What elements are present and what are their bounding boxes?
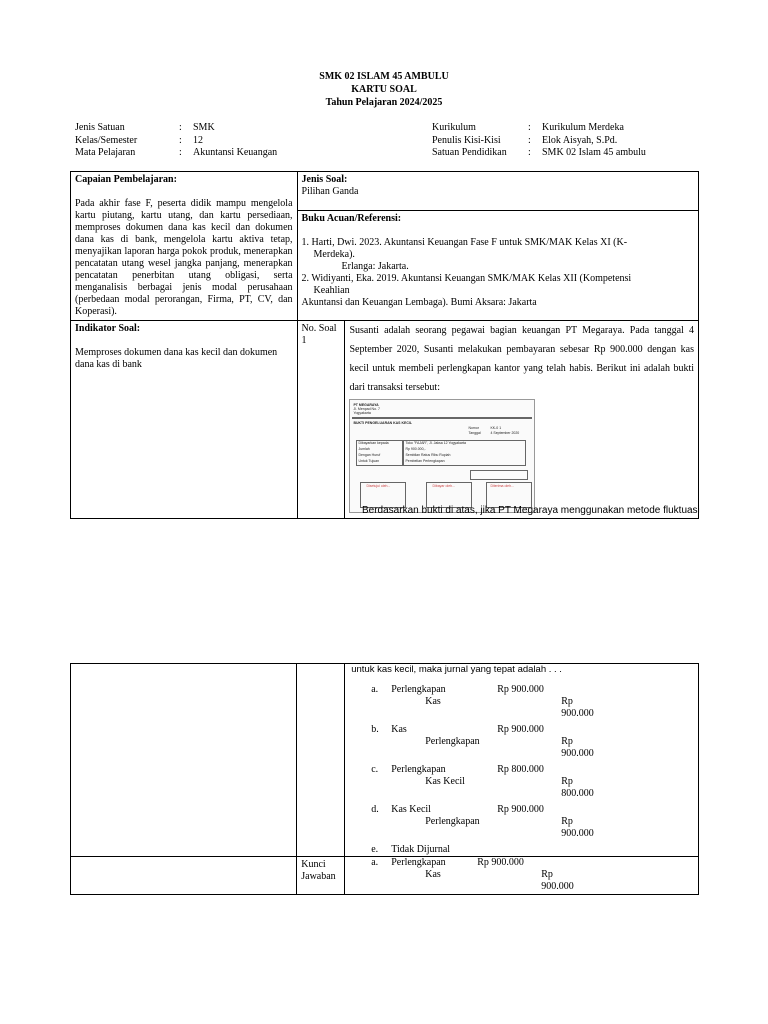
question-card-table (70, 171, 699, 519)
header-sep: : (528, 122, 531, 133)
no-soal-label: No. Soal (301, 323, 337, 334)
kunci-label-2: Jawaban (301, 871, 336, 882)
option-letter: b. (371, 724, 379, 735)
option-debit-amount: Rp 900.000 (497, 684, 544, 695)
ref-2-line-a: 2. Widiyanti, Eka. 2019. Akuntansi Keuangan SMK/MAK Kelas XII (Kompetensi (301, 273, 632, 285)
ref-1-line-a: 1. Harti, Dwi. 2023. Akuntansi Keuangan Fase F untuk SMK/MAK Kelas XI (K- (301, 237, 628, 249)
option-debit-amount: Rp 800.000 (497, 764, 544, 775)
header-value: Kurikulum Merdeka (542, 122, 624, 133)
receipt-row-value: Sembilan Ratus Ribu Rupiah (405, 453, 451, 457)
kunci-credit-amount: Rp (541, 869, 553, 880)
kunci-credit: Kas (425, 869, 441, 880)
receipt-company: PT MEGARAYA (353, 403, 379, 407)
header-label: Satuan Pendidikan (432, 147, 507, 158)
capaian-text: Pada akhir fase F, peserta didik mampu mengelola kartu piutang, kartu utang, dan kartu persediaan, memproses dokumen dana kas kecil dan dokumen dana kas di bank, mengelola kartu aktiva tetap, menyajikan laporan harga pokok produk, menerapkan pencatatan utang wesel jangka panjang, menerapkan pencatatan penerbitan utang obligasi, serta menganalisis berbagai jenis modal perusahaan (perbedaan modal perorangan, Firma, PT, CV, dan Koperasi). (75, 198, 293, 317)
receipt-address: Jl. Menpad No. 7 (353, 407, 380, 411)
receipt-row-label: Dibayarkan kepada (358, 441, 389, 445)
option-b (371, 724, 694, 760)
receipt-nomor-label: Nomor (468, 426, 479, 430)
receipt-sign-3: Diterima oleh... (490, 484, 514, 488)
header-row-satuan (432, 147, 646, 160)
kunci-answer (371, 857, 694, 893)
receipt-amount-box (470, 470, 528, 480)
indikator-text: Memproses dokumen dana kas kecil dan dokumen dana kas di bank (75, 347, 278, 370)
option-debit-amount: Rp 900.000 (497, 724, 544, 735)
receipt-table-divider (402, 440, 404, 466)
kunci-label-1: Kunci (301, 859, 326, 870)
option-credit-amount-value: 900.000 (561, 748, 594, 759)
receipt-divider (352, 417, 532, 419)
header-sep: : (179, 147, 182, 158)
jenis-soal-cell (297, 172, 698, 211)
capaian-heading: Capaian Pembelajaran: (75, 174, 177, 185)
receipt-row-value: Toko "FAJAR", Jl. Jaksa 12 Yogyakarta (405, 441, 466, 445)
options-list (349, 684, 694, 856)
option-letter: e. (371, 844, 379, 855)
header-row-penulis (432, 135, 646, 148)
empty-left-cell (71, 664, 297, 857)
option-credit-amount-value: 900.000 (561, 828, 594, 839)
no-soal-value: 1 (301, 335, 307, 346)
header-row-jenis-satuan (75, 122, 277, 135)
option-debit: Tidak Dijurnal (391, 844, 451, 855)
option-a (371, 684, 694, 720)
header-row-kurikulum (432, 122, 646, 135)
buku-heading: Buku Acuan/Referensi: (301, 213, 402, 225)
option-credit-amount: Rp (561, 816, 573, 827)
receipt-tanggal-value: 4 September 2020 (490, 431, 520, 435)
header-left (75, 122, 277, 160)
header-row-kelas (75, 135, 277, 148)
doc-title-card: KARTU SOAL (351, 84, 417, 95)
question-card-table-page-2 (70, 663, 699, 895)
option-credit-amount: Rp (561, 776, 573, 787)
question-cell (345, 321, 699, 519)
option-debit: Perlengkapan (391, 684, 446, 695)
capaian-cell (71, 172, 298, 321)
option-letter: d. (371, 804, 379, 815)
header-sep: : (528, 147, 531, 158)
ref-2-line-b: Keahlian (313, 285, 350, 297)
header-value: 12 (193, 134, 203, 146)
kunci-debit-amount: Rp 900.000 (477, 857, 524, 868)
receipt-tanggal-label: Tanggal (468, 431, 481, 435)
receipt-sign-2: Dibayar oleh... (432, 484, 456, 488)
receipt-sign-1: Disetujui oleh... (366, 484, 391, 488)
header-row-mapel (75, 147, 277, 160)
header-label: Kelas/Semester (75, 134, 138, 146)
option-c (371, 764, 694, 800)
option-debit-amount: Rp 900.000 (497, 804, 544, 815)
doc-title-year: Tahun Pelajaran 2024/2025 (325, 97, 443, 108)
header-value: SMK 02 Islam 45 ambulu (542, 147, 646, 158)
buku-acuan-cell (297, 211, 698, 321)
indikator-cell (71, 321, 298, 519)
question-continuation-1: Berdasarkan bukti di atas, jika PT Megaraya menggunakan metode fluktuasi (362, 505, 700, 516)
jenis-soal-heading: Jenis Soal: (301, 174, 348, 185)
receipt-nomor-value: KK-0 1 (490, 426, 502, 430)
header-sep: : (179, 122, 182, 133)
option-credit: Perlengkapan (425, 736, 480, 747)
ref-1-line-c: Erlanga: Jakarta. (341, 261, 409, 273)
empty-left-cell (71, 857, 297, 895)
receipt-row-label: Jumlah (358, 447, 370, 451)
question-text: Susanti adalah seorang pegawai bagian keuangan PT Megaraya. Pada tanggal 4 September 2020, Susanti melakukan pembayaran sebesar Rp 900.000 dengan kas kecil untuk membeli perlengkapan kantor yang telah habis. Berikut ini adalah bukti dari transaksi tersebut: (349, 325, 694, 393)
header-label: Mata Pelajaran (75, 147, 136, 158)
option-debit: Perlengkapan (391, 764, 446, 775)
ref-2-line-c: Akuntansi dan Keuangan Lembaga). Bumi Aksara: Jakarta (301, 297, 537, 309)
option-credit: Perlengkapan (425, 816, 480, 827)
empty-mid-cell (297, 664, 345, 857)
jenis-soal-value: Pilihan Ganda (301, 186, 359, 197)
header-label: Penulis Kisi-Kisi (432, 134, 501, 146)
option-e (371, 844, 694, 856)
header-sep: : (179, 134, 182, 146)
receipt-row-value: Pembelian Perlengkapan (405, 459, 445, 463)
kunci-debit: Perlengkapan (391, 857, 446, 868)
receipt-row-label: Untuk Tujuan (358, 459, 380, 463)
header-value: Akuntansi Keuangan (193, 147, 278, 158)
option-credit: Kas Kecil (425, 776, 465, 787)
option-credit-amount-value: 800.000 (561, 788, 594, 799)
option-letter: a. (371, 684, 379, 695)
option-d (371, 804, 694, 840)
kunci-credit-amount-value: 900.000 (541, 881, 574, 892)
ref-1-line-b: Merdeka). (313, 249, 355, 261)
header-sep: : (528, 134, 531, 146)
indikator-heading: Indikator Soal: (75, 323, 141, 334)
header-value: SMK (193, 122, 215, 133)
kunci-label-cell (297, 857, 345, 895)
option-credit-amount: Rp (561, 736, 573, 747)
receipt-city: Yogyakarta (353, 411, 371, 415)
receipt-title: BUKTI PENGELUARAN KAS KECIL (353, 421, 412, 425)
receipt-row-value: Rp 900.000,- (405, 447, 426, 451)
header-right (432, 122, 646, 160)
receipt-row-label: Dengan Huruf (358, 453, 381, 457)
option-debit: Kas Kecil (391, 804, 431, 815)
kunci-letter: a. (371, 857, 379, 868)
option-letter: c. (371, 764, 379, 775)
option-credit-amount-value: 900.000 (561, 708, 594, 719)
options-cell (345, 664, 699, 857)
kunci-answer-cell (345, 857, 699, 895)
header-label: Kurikulum (432, 122, 476, 133)
header-value: Elok Aisyah, S.Pd. (542, 134, 618, 146)
option-credit-amount: Rp (561, 696, 573, 707)
option-credit: Kas (425, 696, 441, 707)
doc-title-school: SMK 02 ISLAM 45 AMBULU (319, 71, 449, 82)
receipt-image (349, 399, 535, 513)
header-label: Jenis Satuan (75, 122, 125, 133)
option-debit: Kas (391, 724, 407, 735)
question-continuation-2: untuk kas kecil, maka jurnal yang tepat adalah . . . (351, 664, 562, 675)
no-soal-cell (297, 321, 345, 519)
